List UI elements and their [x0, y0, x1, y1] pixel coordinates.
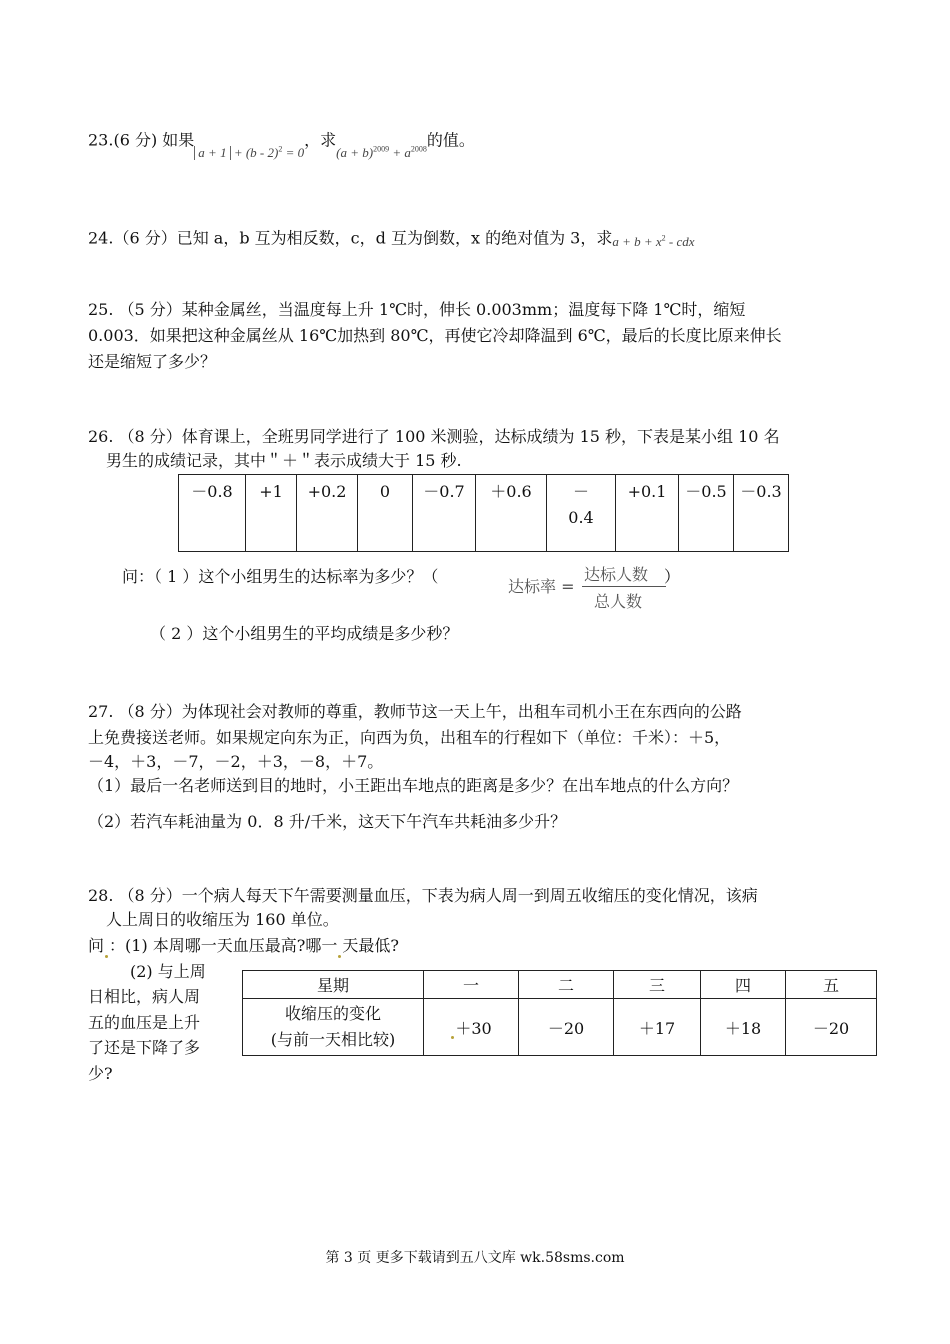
q28-sub1 [88, 934, 399, 958]
q26-cell-part-b: 0.4 [568, 508, 594, 527]
q24-expr-a: a + b + x [612, 234, 662, 250]
header-cell: 五 [786, 971, 877, 999]
q26-cell: +0.2 [297, 475, 358, 552]
q23-eq0: = 0 [285, 145, 305, 161]
question-23 [88, 126, 475, 161]
q28-sub1-c: 天最低? [342, 936, 399, 955]
q28-left-line-3: 五的血压是上升 [88, 1013, 201, 1032]
q27-line-5: （2）若汽车耗油量为 0．8 升/千米，这天下午汽车共耗油多少升？ [88, 812, 567, 831]
q26-cell: 0 [358, 475, 413, 552]
q26-sub1-text: 问：（ 1 ）这个小组男生的达标率为多少？（ [122, 567, 439, 586]
q28-line-2: 人上周日的收缩压为 160 单位。 [106, 910, 339, 929]
q23-exp2009: 2009 [373, 145, 390, 154]
q27-line-4: （1）最后一名老师送到目的地时，小王距出车地点的距离是多少？在出车地点的什么方向？ [88, 776, 739, 795]
q26-sub1 [122, 565, 438, 589]
value-cell: ＋18 [701, 999, 786, 1056]
fraction-bar [582, 586, 666, 587]
question-24 [88, 224, 695, 251]
q28-sub1-a: 问 [88, 936, 105, 955]
value-text: ＋30 [455, 1018, 492, 1038]
q28-line-1: 28. （8 分）一个病人每天下午需要测量血压，下表为病人周一到周五收缩压的变化情况，该病 [88, 886, 758, 905]
row-label-line-1: 收缩压的变化 [284, 1004, 381, 1023]
q26-sub2: （ 2 ）这个小组男生的平均成绩是多少秒？ [150, 624, 459, 643]
q25-line-2: 0.003．如果把这种金属丝从 16℃加热到 80℃，再使它冷却降温到 6℃，最后的长度比原来伸长 [88, 326, 782, 345]
q26-cell: ＋0.6 [476, 475, 547, 552]
q25-line-1: 25. （5 分）某种金属丝，当温度每上升 1℃时，伸长 0.003mm；温度每下降 1℃时，缩短 [88, 300, 746, 319]
q26-cell: －0.8 [179, 475, 246, 552]
q27-line-2: 上免费接送老师。如果规定向东为正，向西为负，出租车的行程如下（单位：千米）：＋5， [88, 728, 731, 747]
header-cell: 星期 [243, 971, 424, 999]
q23-abs-expr: a + 1 [194, 146, 230, 160]
q23-plus-a: + a [392, 145, 411, 161]
q24-formula [612, 234, 694, 249]
q28-left-line-2: 日相比，病人周 [88, 987, 201, 1006]
q26-cell-part-a: － [572, 482, 589, 501]
row-label-cell [243, 999, 424, 1056]
q27-line-1: 27. （8 分）为体现社会对教师的尊重，教师节这一天上午，出租车司机小王在东西向的公路 [88, 702, 742, 721]
table-row [179, 475, 789, 552]
header-cell: 一 [424, 971, 519, 999]
formula-denominator: 总人数 [594, 592, 643, 611]
q26-cell: －0.7 [413, 475, 476, 552]
q28-left-line-4: 了还是下降了多 [88, 1038, 201, 1057]
q25-line-3: 还是缩短了多少？ [88, 352, 217, 371]
header-cell: 四 [701, 971, 786, 999]
q23-ab: (a + b) [336, 145, 374, 161]
q26-sub1-close: ） [664, 567, 681, 586]
header-cell: 二 [519, 971, 614, 999]
table-row [243, 999, 877, 1056]
q26-cell: －0.5 [679, 475, 734, 552]
q28-left-line-1: (2) 与上周 [130, 962, 206, 981]
table-header-row [243, 971, 877, 999]
q24-expr-b: - cdx [668, 234, 695, 250]
mark-dot [451, 1036, 454, 1039]
q23-condition-formula [194, 145, 304, 160]
q23-target-formula [336, 145, 427, 160]
value-cell: －20 [786, 999, 877, 1056]
row-label-line-2: (与前一天相比较) [270, 1030, 396, 1049]
formula-label: 达标率 = [508, 577, 575, 596]
q27-line-3: －4，＋3，－7，－2，＋3，－8，＋7。 [88, 752, 384, 771]
q23-suffix: 的值。 [426, 130, 475, 150]
q26-line-2: 男生的成绩记录，其中＂＋＂表示成绩大于 15 秒. [106, 451, 462, 470]
q26-cell: +0.1 [616, 475, 679, 552]
q23-prefix: 23.(6 分) 如果 [88, 130, 195, 150]
q28-blood-pressure-table [242, 970, 877, 1056]
q26-cell: －0.3 [734, 475, 789, 552]
formula-numerator: 达标人数 [584, 565, 649, 584]
q23-expr-rest: + (b - 2) [233, 145, 279, 161]
page-footer: 第 3 页 更多下载请到五八文库 wk.58sms.com [325, 1250, 625, 1266]
q23-exp2008: 2008 [410, 145, 427, 154]
header-cell: 三 [614, 971, 701, 999]
value-cell: ＋17 [614, 999, 701, 1056]
q26-line-1: 26. （8 分）体育课上，全班男同学进行了 100 米测验，达标成绩为 15 秒，下表是某小组 10 名 [88, 427, 780, 446]
mark-dot [105, 955, 108, 958]
q23-mid: ，求 [304, 130, 337, 150]
value-cell [424, 999, 519, 1056]
q24-text: 24.（6 分）已知 a，b 互为相反数，c，d 互为倒数，x 的绝对值为 3，求 [88, 228, 613, 248]
q28-sub1-b: ：(1) 本周哪一天血压最高?哪一 [109, 936, 338, 955]
q26-cell: +1 [246, 475, 297, 552]
q26-cell-split [547, 475, 616, 552]
q26-results-table [178, 474, 789, 552]
mark-dot [338, 955, 341, 958]
q23-exp2: 2 [278, 145, 283, 154]
value-cell: －20 [519, 999, 614, 1056]
q24-exp2: 2 [661, 234, 666, 243]
q28-left-line-5: 少? [88, 1064, 113, 1083]
